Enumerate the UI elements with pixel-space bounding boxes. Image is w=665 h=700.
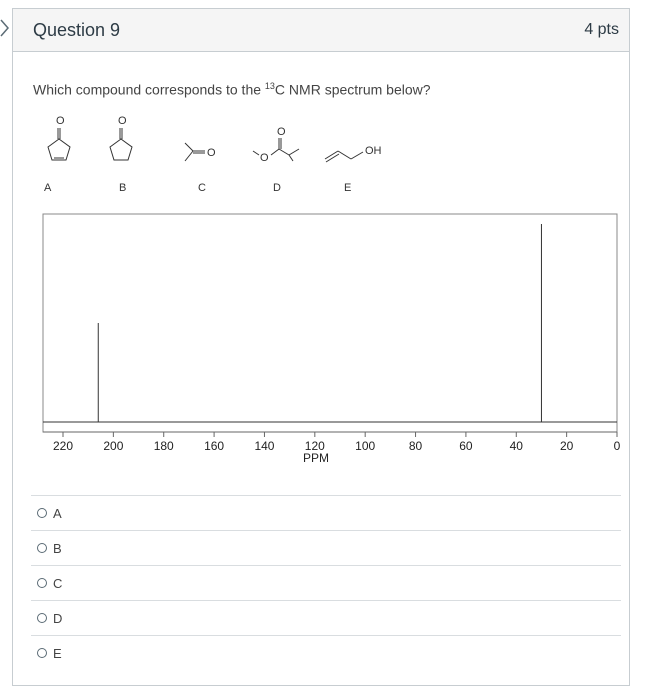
structure-e-hydroxyl: OH <box>365 145 382 157</box>
question-header <box>13 9 629 52</box>
x-tick-label: 100 <box>355 439 376 453</box>
answer-label: A <box>53 505 62 521</box>
prompt-text-end: C NMR spectrum below? <box>274 81 431 98</box>
answer-label: B <box>53 540 62 556</box>
structure-b-oxygen: O <box>118 115 127 127</box>
question-points: 4 pts <box>584 21 619 38</box>
structure-c <box>185 143 205 161</box>
structure-e-label: E <box>344 182 352 194</box>
structure-e <box>325 151 363 162</box>
structure-b <box>110 128 132 160</box>
answer-label: D <box>53 610 63 626</box>
structure-c-oxygen: O <box>207 147 216 159</box>
structure-d-label: D <box>273 182 281 194</box>
question-card <box>12 8 630 686</box>
x-tick-label: 80 <box>408 439 423 453</box>
structure-a <box>48 128 70 160</box>
radio-button[interactable] <box>37 508 47 518</box>
x-tick-label: 0 <box>613 439 621 453</box>
answer-option-a[interactable] <box>31 495 621 530</box>
structure-c-label: C <box>198 182 206 194</box>
structure-d-carbonyl-oxygen: O <box>277 126 286 138</box>
compound-structures <box>13 109 631 199</box>
answer-option-d[interactable] <box>31 600 621 635</box>
answer-list <box>31 495 621 670</box>
answer-label: C <box>53 575 63 591</box>
x-tick-label: 160 <box>204 439 225 453</box>
structure-d-ester-oxygen: O <box>260 152 269 164</box>
x-tick-label: 220 <box>52 439 74 453</box>
structure-a-label: A <box>44 182 52 194</box>
nmr-spectrum <box>13 209 631 479</box>
prompt-superscript: 13 <box>264 81 275 91</box>
radio-button[interactable] <box>37 543 47 553</box>
answer-option-c[interactable] <box>31 565 621 600</box>
answer-label: E <box>53 645 62 661</box>
structure-a-oxygen: O <box>56 115 65 127</box>
question-prompt <box>33 81 431 98</box>
collapse-arrow-icon[interactable] <box>0 18 10 38</box>
x-tick-label: 140 <box>254 439 275 453</box>
answer-option-b[interactable] <box>31 530 621 565</box>
answer-option-e[interactable] <box>31 635 621 670</box>
x-tick-label: 20 <box>559 439 574 453</box>
question-title: Question 9 <box>33 20 121 40</box>
x-axis-label: PPM <box>302 451 330 465</box>
x-tick-label: 200 <box>103 439 124 453</box>
x-tick-label: 180 <box>153 439 174 453</box>
structure-b-label: B <box>119 182 127 194</box>
spectrum-frame <box>43 214 617 432</box>
radio-button[interactable] <box>37 578 47 588</box>
prompt-text-start: Which compound corresponds to the <box>33 81 265 98</box>
x-tick-label: 40 <box>509 439 523 453</box>
x-tick-label: 120 <box>304 439 325 453</box>
radio-button[interactable] <box>37 648 47 658</box>
x-tick-label: 60 <box>459 439 473 453</box>
radio-button[interactable] <box>37 613 47 623</box>
